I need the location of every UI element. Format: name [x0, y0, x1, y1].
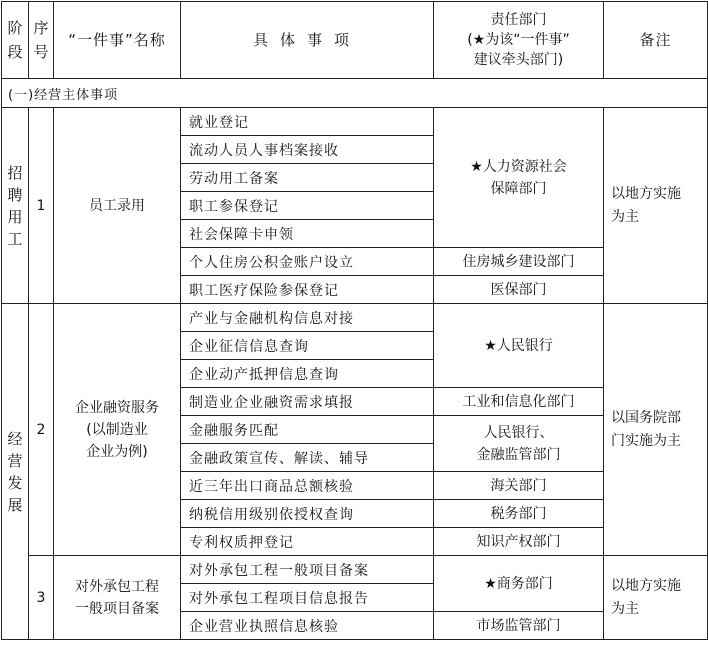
stage-char: 聘: [7, 185, 23, 204]
item-cell: 劳动用工备案: [181, 164, 434, 192]
dept-line: 税务部门: [490, 505, 547, 522]
item-cell: 金融服务匹配: [181, 416, 434, 444]
dept-line: 医保部门: [490, 281, 547, 298]
matter-name-line: (以制造业: [86, 421, 148, 438]
note-line: 为主: [611, 208, 639, 225]
header-seq: 序 号: [29, 2, 54, 79]
stage-cell-recruit: [2, 108, 29, 304]
dept-line: 市场监管部门: [476, 617, 561, 634]
item-cell: 对外承包工程项目信息报告: [181, 584, 434, 612]
dept-line: ★商务部门: [484, 575, 553, 592]
item-cell: 职工参保登记: [181, 192, 434, 220]
item-cell: 纳税信用级别依授权查询: [181, 500, 434, 528]
matter-name-line: 企业融资服务: [75, 399, 159, 416]
stage-char: 招: [7, 163, 23, 182]
seq-cell: 2: [29, 304, 54, 556]
header-stage: 阶 段: [2, 2, 29, 79]
header-note: 备注: [604, 2, 708, 79]
header-dept: 责任部门 (★为该“一件事” 建议牵头部门): [434, 2, 604, 79]
stage-char: 用: [7, 207, 23, 226]
dept-cell: [434, 528, 604, 556]
stage-cell-develop: [2, 304, 29, 640]
item-cell: 就业登记: [181, 108, 434, 136]
item-cell: 企业征信信息查询: [181, 332, 434, 360]
dept-cell: [434, 248, 604, 276]
dept-cell: [434, 108, 604, 248]
matter-name-line: 员工录用: [89, 197, 145, 214]
matter-name-line: 企业为例): [86, 443, 148, 460]
stage-char: 展: [7, 495, 23, 514]
dept-cell: [434, 500, 604, 528]
note-line: 以国务院部: [611, 409, 681, 426]
table-row: [2, 304, 708, 332]
matter-name-line: 对外承包工程: [75, 578, 159, 595]
table-row: [2, 556, 708, 584]
stage-char: 营: [7, 451, 23, 470]
dept-line: 工业和信息化部门: [462, 393, 575, 410]
dept-cell: [434, 556, 604, 612]
header-name: “一件事”名称: [54, 2, 181, 79]
dept-cell: [434, 472, 604, 500]
matter-name-cell: [54, 304, 181, 556]
section-row: [2, 79, 708, 108]
dept-cell: [434, 388, 604, 416]
dept-line: ★人力资源社会: [470, 158, 567, 175]
dept-line: 海关部门: [490, 477, 547, 494]
item-cell: 社会保障卡申领: [181, 220, 434, 248]
header-row: [2, 2, 708, 79]
item-cell: 对外承包工程一般项目备案: [181, 556, 434, 584]
matter-name-cell: [54, 556, 181, 640]
dept-line: 保障部门: [490, 180, 547, 197]
dept-line: 金融监管部门: [476, 446, 561, 463]
dept-cell: [434, 276, 604, 304]
stage-char: 经: [7, 429, 23, 448]
item-cell: 产业与金融机构信息对接: [181, 304, 434, 332]
note-cell: [604, 556, 708, 640]
item-cell: 金融政策宣传、解读、辅导: [181, 444, 434, 472]
note-cell: [604, 108, 708, 304]
item-cell: 职工医疗保险参保登记: [181, 276, 434, 304]
matter-name-cell: [54, 108, 181, 304]
header-items: 具体事项: [181, 2, 434, 79]
stage-char: 发: [7, 473, 23, 492]
matter-name-line: 一般项目备案: [75, 600, 159, 617]
note-line: 以地方实施: [611, 185, 681, 202]
item-cell: 个人住房公积金账户设立: [181, 248, 434, 276]
note-line: 以地方实施: [611, 577, 681, 594]
dept-cell: [434, 612, 604, 640]
section-title: (一)经营主体事项: [2, 79, 708, 108]
matters-table: [1, 1, 708, 640]
item-cell: 企业营业执照信息核验: [181, 612, 434, 640]
note-line: 为主: [611, 600, 639, 617]
dept-line: ★人民银行: [484, 337, 553, 354]
stage-char: 工: [7, 229, 23, 248]
dept-line: 人民银行、: [483, 424, 554, 441]
item-cell: 近三年出口商品总额核验: [181, 472, 434, 500]
dept-line: 知识产权部门: [476, 533, 561, 550]
item-cell: 流动人员人事档案接收: [181, 136, 434, 164]
item-cell: 专利权质押登记: [181, 528, 434, 556]
table-row: [2, 108, 708, 136]
dept-line: 住房城乡建设部门: [462, 253, 575, 270]
seq-cell: 1: [29, 108, 54, 304]
item-cell: 企业动产抵押信息查询: [181, 360, 434, 388]
dept-cell: [434, 304, 604, 388]
seq-cell: 3: [29, 556, 54, 640]
dept-cell: [434, 416, 604, 472]
note-cell: [604, 304, 708, 556]
note-line: 门实施为主: [611, 432, 681, 449]
item-cell: 制造业企业融资需求填报: [181, 388, 434, 416]
